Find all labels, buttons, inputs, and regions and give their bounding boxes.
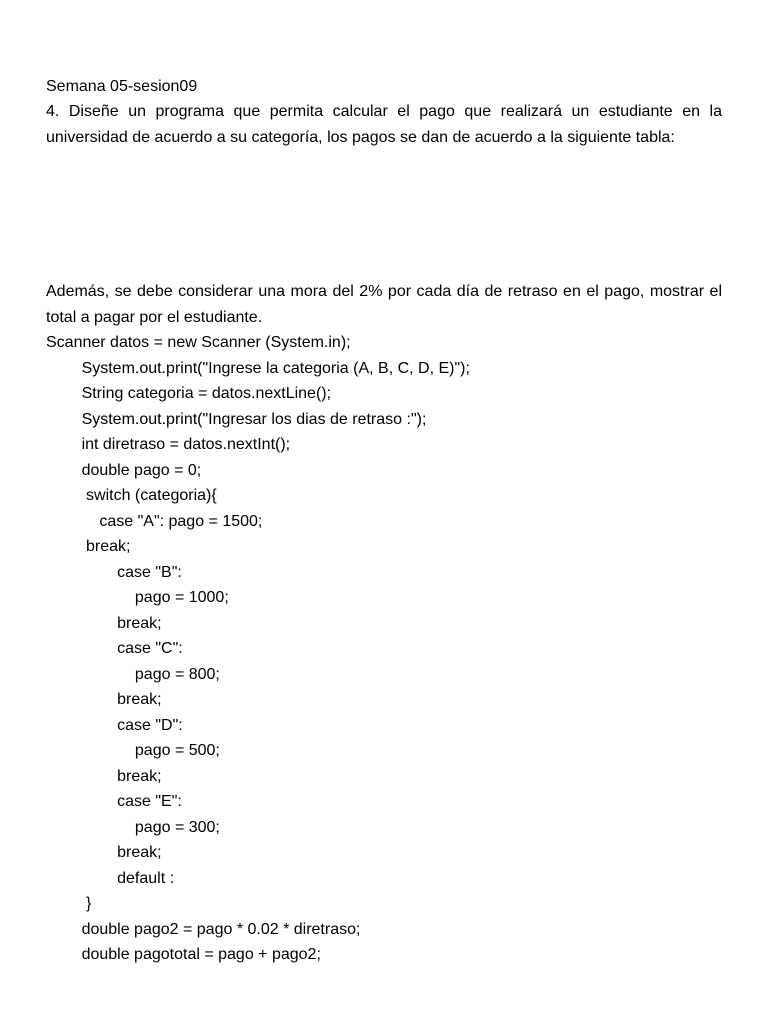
code-line: pago = 800; (46, 665, 220, 683)
additional-note: Además, se debe considerar una mora del 2% por cada día de retraso en el pago, mostrar el total a pagar por el estudiante. (46, 283, 722, 326)
code-line: pago = 300; (46, 818, 220, 836)
code-line: pago = 500; (46, 742, 220, 759)
code-line: case "A": pago = 1500; (46, 512, 263, 530)
code-line: System.out.print("Ingrese la categoria (A, B, C, D, E)"); (46, 359, 470, 377)
code-line: break; (46, 538, 131, 555)
code-line: case "B": (46, 563, 182, 581)
code-line: case "C": (46, 640, 183, 657)
code-line: System.out.print("Ingresar los dias de retraso :"); (46, 410, 427, 428)
code-line: break; (46, 844, 162, 861)
code-line: break; (46, 614, 162, 632)
code-block (46, 330, 470, 968)
code-line: pago = 1000; (46, 589, 229, 606)
code-line: int diretraso = datos.nextInt(); (46, 436, 291, 453)
code-line: } (46, 895, 92, 912)
code-line: break; (46, 691, 162, 708)
code-line: default : (46, 869, 175, 887)
code-line: double pagototal = pago + pago2; (46, 946, 321, 963)
code-line: Scanner datos = new Scanner (System.in); (46, 334, 351, 351)
code-line: break; (46, 767, 162, 785)
code-line: String categoria = datos.nextLine(); (46, 385, 332, 402)
code-line: case "E": (46, 793, 182, 810)
code-line: case "D": (46, 716, 183, 734)
session-heading: Semana 05-sesion09 (46, 78, 198, 95)
problem-statement: 4. Diseñe un programa que permita calcular el pago que realizará un estudiante en la universidad de acuerdo a su categoría, los pagos se dan de acuerdo a la siguiente tabla: (46, 103, 722, 146)
code-line: double pago = 0; (46, 461, 202, 479)
code-line: switch (categoria){ (46, 487, 217, 504)
code-line: double pago2 = pago * 0.02 * diretraso; (46, 920, 361, 938)
